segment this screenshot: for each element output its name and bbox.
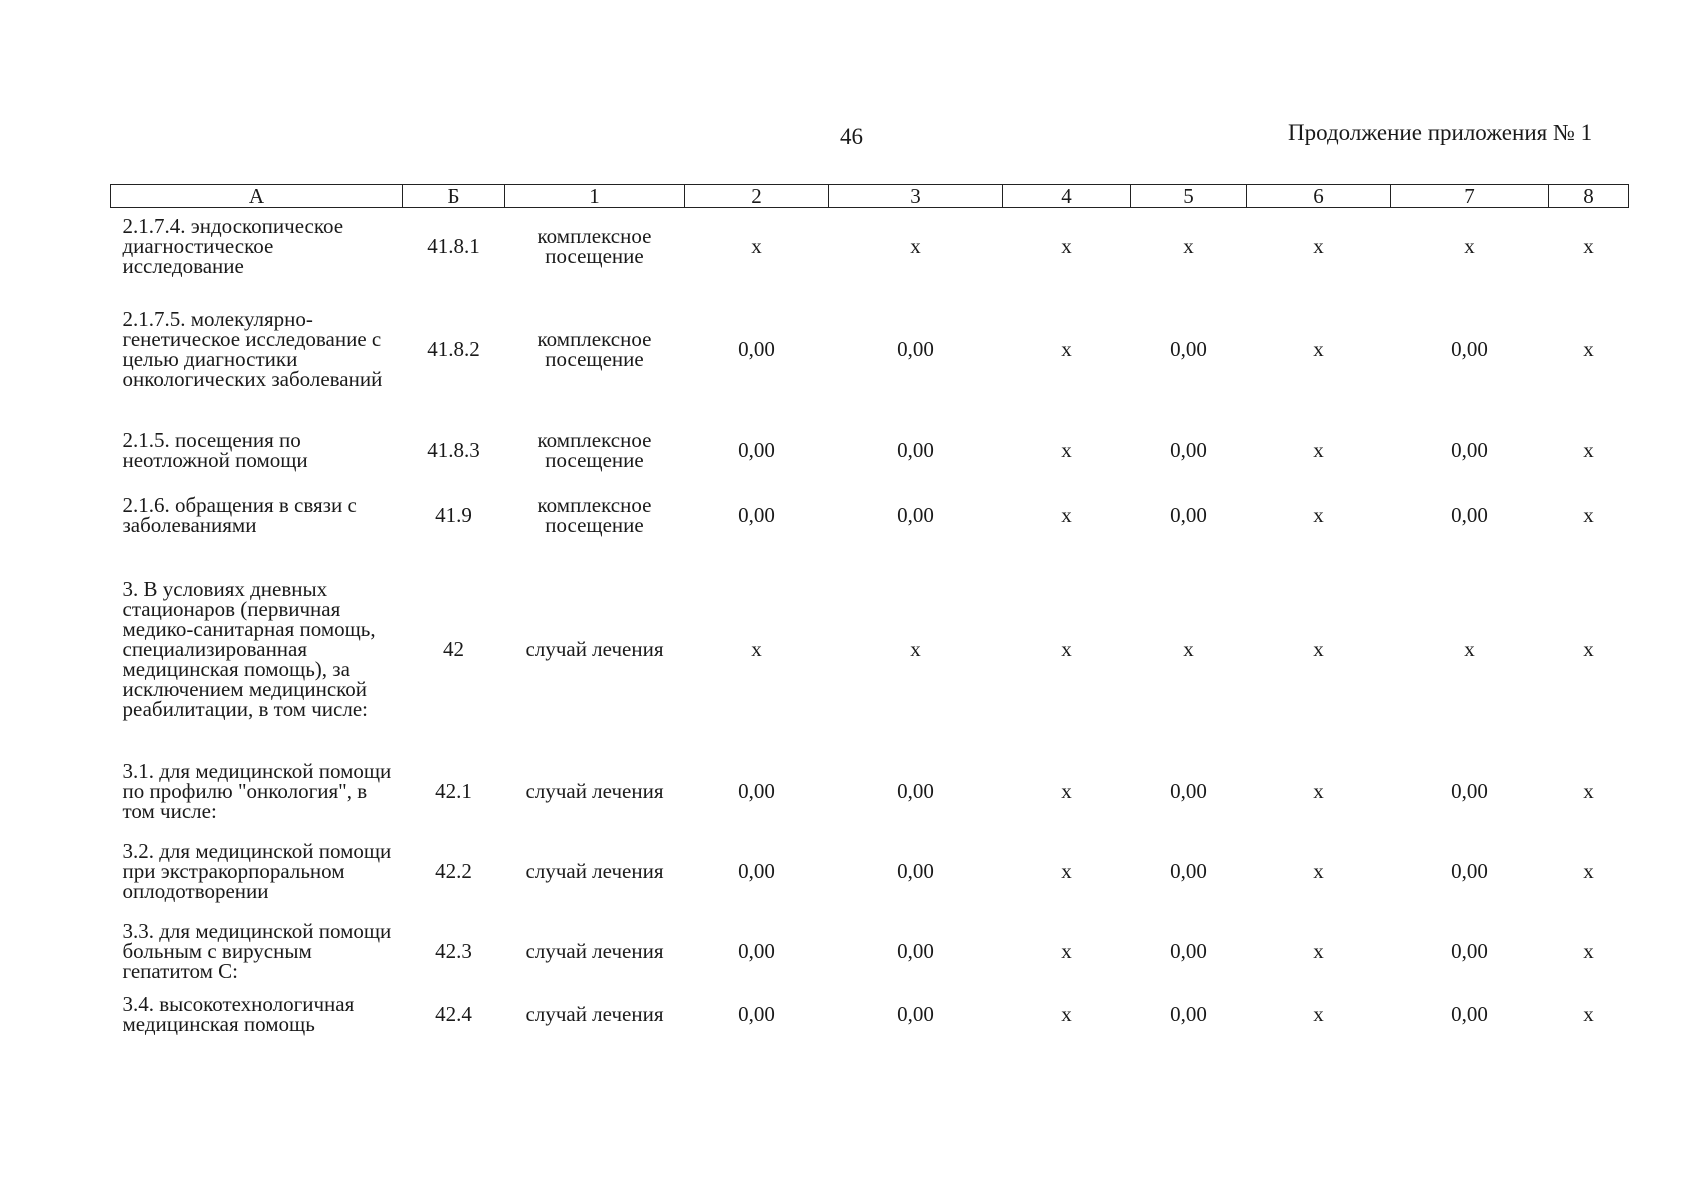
column-header-8: 8 xyxy=(1549,185,1629,208)
cell-col-6: х xyxy=(1313,503,1324,527)
row-unit: комплексное посещение xyxy=(537,327,652,371)
row-code: 41.8.2 xyxy=(427,337,480,361)
row-name: 3.3. для медицинской помощи больным с вирусным гепатитом С: xyxy=(122,919,392,983)
row-unit: случай лечения xyxy=(525,779,664,803)
cell-col-4: х xyxy=(1061,939,1072,963)
row-code: 42.1 xyxy=(435,779,472,803)
table-row xyxy=(111,544,1629,754)
table-row xyxy=(111,284,1629,414)
cell-col-7: 0,00 xyxy=(1451,779,1488,803)
row-code: 41.8.1 xyxy=(427,234,480,258)
cell-col-3: 0,00 xyxy=(897,1002,934,1026)
row-code: 42.4 xyxy=(435,1002,472,1026)
row-unit: случай лечения xyxy=(525,1002,664,1026)
cell-col-2: 0,00 xyxy=(738,859,775,883)
cell-col-7: 0,00 xyxy=(1451,859,1488,883)
row-code: 42 xyxy=(443,637,464,661)
column-header-4: 4 xyxy=(1003,185,1131,208)
cell-col-4: х xyxy=(1061,503,1072,527)
data-table xyxy=(110,184,1629,1040)
column-header-6: 6 xyxy=(1247,185,1391,208)
cell-col-2: 0,00 xyxy=(738,337,775,361)
row-code: 41.8.3 xyxy=(427,438,480,462)
cell-col-2: х xyxy=(751,637,762,661)
table-row xyxy=(111,754,1629,828)
cell-col-2: 0,00 xyxy=(738,438,775,462)
cell-col-3: 0,00 xyxy=(897,779,934,803)
cell-col-6: х xyxy=(1313,234,1324,258)
cell-col-4: х xyxy=(1061,637,1072,661)
row-name: 3. В условиях дневных стационаров (первичная медико-санитарная помощь, специализированная медицинская помощь), за исключением медицинской реабилитации, в том числе: xyxy=(122,577,376,721)
cell-col-2: 0,00 xyxy=(738,779,775,803)
row-name: 2.1.6. обращения в связи с заболеваниями xyxy=(122,493,357,537)
cell-col-5: 0,00 xyxy=(1170,503,1207,527)
appendix-continuation-label: Продолжение приложения № 1 xyxy=(1288,120,1593,145)
table-row xyxy=(111,208,1629,285)
row-unit: случай лечения xyxy=(525,939,664,963)
cell-col-7: 0,00 xyxy=(1451,438,1488,462)
cell-col-2: 0,00 xyxy=(738,939,775,963)
cell-col-7: 0,00 xyxy=(1451,1002,1488,1026)
column-header-1: 1 xyxy=(505,185,685,208)
cell-col-3: 0,00 xyxy=(897,939,934,963)
cell-col-4: х xyxy=(1061,234,1072,258)
cell-col-7: 0,00 xyxy=(1451,337,1488,361)
cell-col-8: х xyxy=(1583,503,1594,527)
cell-col-6: х xyxy=(1313,939,1324,963)
cell-col-8: х xyxy=(1583,779,1594,803)
cell-col-5: х xyxy=(1183,234,1194,258)
cell-col-6: х xyxy=(1313,337,1324,361)
row-name: 2.1.7.4. эндоскопическое диагностическое исследование xyxy=(122,214,344,278)
page-number: 46 xyxy=(840,124,863,149)
cell-col-7: 0,00 xyxy=(1451,939,1488,963)
row-unit: комплексное посещение xyxy=(537,428,652,472)
row-unit: комплексное посещение xyxy=(537,224,652,268)
column-header-a: А xyxy=(111,185,403,208)
cell-col-3: 0,00 xyxy=(897,438,934,462)
table-header-row xyxy=(111,185,1629,208)
cell-col-3: х xyxy=(910,637,921,661)
row-name: 2.1.7.5. молекулярно-генетическое исследование с целью диагностики онкологических заболеваний xyxy=(122,307,383,391)
row-code: 41.9 xyxy=(435,503,472,527)
cell-col-3: 0,00 xyxy=(897,503,934,527)
cell-col-2: 0,00 xyxy=(738,503,775,527)
row-unit: случай лечения xyxy=(525,859,664,883)
column-header-b: Б xyxy=(403,185,505,208)
row-unit: случай лечения xyxy=(525,637,664,661)
cell-col-5: 0,00 xyxy=(1170,438,1207,462)
row-name: 3.4. высокотехнологичная медицинская помощь xyxy=(122,992,355,1036)
cell-col-8: х xyxy=(1583,234,1594,258)
cell-col-5: х xyxy=(1183,637,1194,661)
cell-col-4: х xyxy=(1061,1002,1072,1026)
cell-col-5: 0,00 xyxy=(1170,337,1207,361)
table-row xyxy=(111,988,1629,1040)
cell-col-8: х xyxy=(1583,637,1594,661)
cell-col-7: х xyxy=(1464,234,1475,258)
table-row xyxy=(111,914,1629,988)
cell-col-2: 0,00 xyxy=(738,1002,775,1026)
column-header-7: 7 xyxy=(1391,185,1549,208)
cell-col-8: х xyxy=(1583,337,1594,361)
cell-col-6: х xyxy=(1313,637,1324,661)
column-header-2: 2 xyxy=(685,185,829,208)
row-code: 42.2 xyxy=(435,859,472,883)
cell-col-4: х xyxy=(1061,337,1072,361)
column-header-5: 5 xyxy=(1131,185,1247,208)
cell-col-2: х xyxy=(751,234,762,258)
table-row xyxy=(111,414,1629,486)
cell-col-5: 0,00 xyxy=(1170,859,1207,883)
cell-col-5: 0,00 xyxy=(1170,779,1207,803)
row-code: 42.3 xyxy=(435,939,472,963)
table-row xyxy=(111,486,1629,544)
cell-col-4: х xyxy=(1061,438,1072,462)
cell-col-7: 0,00 xyxy=(1451,503,1488,527)
row-name: 3.1. для медицинской помощи по профилю "онкология", в том числе: xyxy=(122,759,392,823)
row-unit: комплексное посещение xyxy=(537,493,652,537)
cell-col-8: х xyxy=(1583,1002,1594,1026)
cell-col-6: х xyxy=(1313,1002,1324,1026)
cell-col-8: х xyxy=(1583,438,1594,462)
cell-col-4: х xyxy=(1061,859,1072,883)
cell-col-8: х xyxy=(1583,939,1594,963)
table-row xyxy=(111,828,1629,914)
cell-col-3: х xyxy=(910,234,921,258)
row-name: 3.2. для медицинской помощи при экстракорпоральном оплодотворении xyxy=(122,839,392,903)
cell-col-5: 0,00 xyxy=(1170,939,1207,963)
column-header-3: 3 xyxy=(829,185,1003,208)
cell-col-6: х xyxy=(1313,859,1324,883)
cell-col-7: х xyxy=(1464,637,1475,661)
row-name: 2.1.5. посещения по неотложной помощи xyxy=(122,428,308,472)
cell-col-5: 0,00 xyxy=(1170,1002,1207,1026)
cell-col-3: 0,00 xyxy=(897,859,934,883)
cell-col-4: х xyxy=(1061,779,1072,803)
cell-col-3: 0,00 xyxy=(897,337,934,361)
cell-col-6: х xyxy=(1313,779,1324,803)
cell-col-6: х xyxy=(1313,438,1324,462)
cell-col-8: х xyxy=(1583,859,1594,883)
